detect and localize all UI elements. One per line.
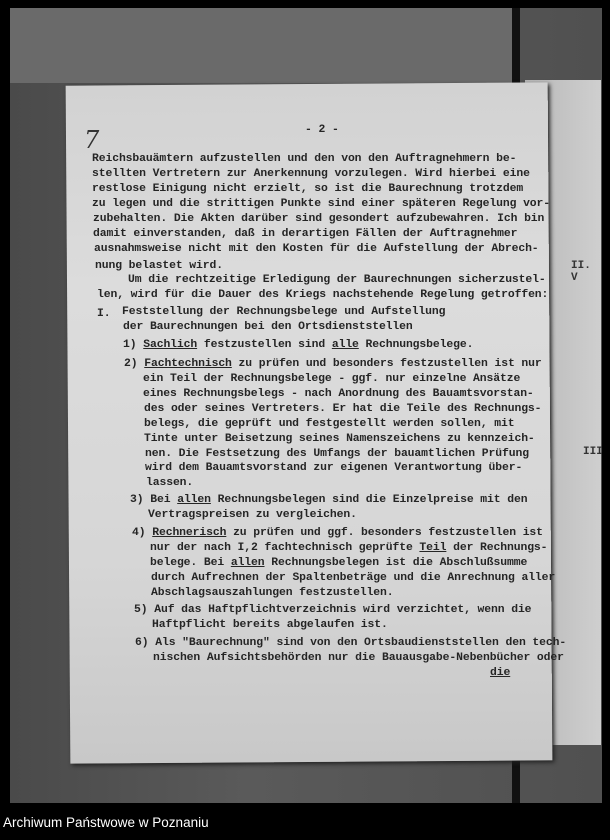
archive-caption: Archiwum Państwowe w Poznaniu: [3, 815, 209, 830]
text-line: belege. Bei allen Rechnungsbelegen ist die Abschlußsumme: [150, 557, 528, 569]
backing-board-top: [10, 8, 515, 83]
section-title: der Baurechnungen bei den Ortsdienststellen: [123, 321, 413, 333]
text-line: Tinte unter Beisetzung seines Namenszeichens zu kennzeich-: [144, 433, 535, 445]
text-line: ausnahmsweise nicht mit den Kosten für die Aufstellung der Abrech-: [94, 243, 539, 255]
text-line: Haftpflicht bereits abgelaufen ist.: [152, 619, 388, 631]
text-line: stellten Vertretern zur Anerkennung vorzulegen. Wird hierbei eine: [92, 168, 530, 180]
list-item-5: 5) Auf das Haftpflichtverzeichnis wird verzichtet, wenn die: [134, 604, 532, 616]
text-line: eines Rechnungsbelegs - nach Anordnung des Bauamtsvorstan-: [143, 388, 534, 400]
right-page-mark-1: II. V: [571, 260, 591, 284]
text-line: zu legen und die strittigen Punkte sind einer späteren Regelung vor-: [92, 198, 551, 210]
handwritten-number: 7: [84, 126, 100, 154]
text-line: Um die rechtzeitige Erledigung der Baurechnungen sicherzustel-: [128, 274, 546, 286]
right-page-mark-2: III: [583, 446, 603, 458]
page-number: - 2 -: [305, 124, 339, 136]
text-line: damit einverstanden, daß in derartigen Fällen der Auftragnehmer: [93, 228, 518, 240]
text-line: nung belastet wird.: [95, 260, 223, 272]
text-line: nur der nach I,2 fachtechnisch geprüfte Teil der Rechnungs-: [150, 542, 548, 554]
list-item-1: 1) Sachlich festzustellen sind alle Rechnungsbelege.: [123, 339, 474, 351]
list-item-3: 3) Bei allen Rechnungsbelegen sind die Einzelpreise mit den: [130, 494, 528, 506]
section-title: Feststellung der Rechnungsbelege und Aufstellung: [122, 306, 446, 318]
text-line: zubehalten. Die Akten darüber sind gesondert aufzubewahren. Ich bin: [93, 213, 545, 225]
text-line: des oder seines Vertreters. Er hat die Teile des Rechnungs-: [144, 403, 542, 415]
text-line: Abschlagsauszahlungen festzustellen.: [151, 587, 394, 599]
list-item-4: 4) Rechnerisch zu prüfen und ggf. besonders festzustellen ist: [132, 527, 543, 539]
text-line: Vertragspreisen zu vergleichen.: [148, 509, 357, 521]
text-line: lassen.: [146, 477, 194, 489]
section-number: I.: [97, 308, 111, 320]
text-line: durch Aufrechnen der Spaltenbeträge und die Anrechnung aller: [151, 572, 556, 584]
list-item-2: 2) Fachtechnisch zu prüfen und besonders festzustellen ist nur: [124, 358, 542, 370]
text-line: ein Teil der Rechnungsbelege - ggf. nur einzelne Ansätze: [143, 373, 521, 385]
catchword: die: [490, 667, 511, 679]
list-item-6: 6) Als "Baurechnung" sind von den Ortsbaudienststellen den tech-: [135, 637, 567, 649]
text-line: wird dem Bauamtsvorstand zur eigenen Verantwortung über-: [145, 462, 523, 474]
text-line: Reichsbauämtern aufzustellen und den von den Auftragnehmern be-: [92, 153, 517, 165]
text-line: len, wird für die Dauer des Kriegs nachstehende Regelung getroffen:: [97, 289, 549, 301]
text-line: nen. Die Festsetzung des Umfangs der bauamtlichen Prüfung: [145, 448, 529, 460]
text-line: nischen Aufsichtsbehörden nur die Bauausgabe-Nebenbücher oder: [153, 652, 564, 664]
text-line: restlose Einigung nicht erzielt, so ist die Baurechnung trotzdem: [92, 183, 524, 195]
text-line: belegs, die geprüft und festgestellt werden sollen, mit: [144, 418, 515, 430]
